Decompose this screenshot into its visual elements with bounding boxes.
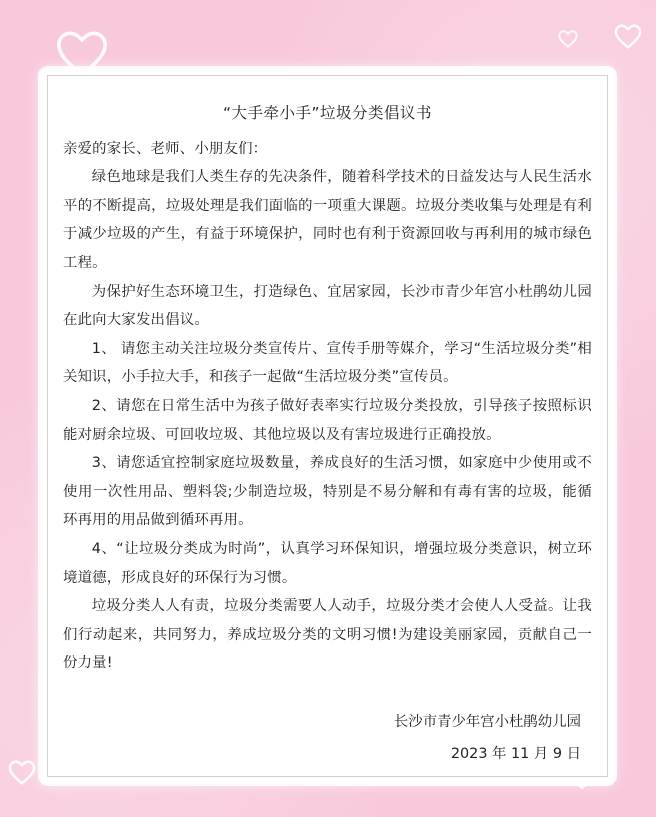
paragraph-initiative: 为保护好生态环境卫生，打造绿色、宜居家园，长沙市青少年宫小杜鹃幼儿园在此向大家发出倡议。 bbox=[63, 283, 592, 329]
heart-icon-bottom-left bbox=[8, 760, 36, 785]
salutation: 亲爱的家长、老师、小朋友们： bbox=[63, 140, 268, 157]
paragraph-intro: 绿色地球是我们人类生存的先决条件，随着科学技术的日益发达与人民生活水平的不断提高，垃圾处理是我们面临的一项重大课题。垃圾分类收集与处理是有利于减少垃圾的产生，有益于环境保护，同时也有利于资源回收与再利用的城市绿色工程。 bbox=[63, 169, 592, 271]
heart-outline-icon bbox=[614, 24, 642, 49]
document-frame bbox=[47, 75, 608, 777]
heart-outline-icon bbox=[8, 760, 36, 785]
paragraph-item-4: 4、“让垃圾分类成为时尚”，认真学习环保知识，增强垃圾分类意识，树立环境道德，形成良好的环保行为习惯。 bbox=[63, 540, 592, 586]
heart-outline-icon bbox=[558, 30, 578, 48]
paragraph-item-1: 1、 请您主动关注垃圾分类宣传片、宣传手册等媒介，学习“生活垃圾分类”相关知识，小手拉大手，和孩子一起做“生活垃圾分类”宣传员。 bbox=[63, 340, 592, 386]
document-title: “大手牵小手”垃圾分类倡议书 bbox=[222, 104, 433, 122]
signature-date: 2023 年 11 月 9 日 bbox=[450, 746, 581, 762]
paragraph-closing: 垃圾分类人人有责，垃圾分类需要人人动手，垃圾分类才会使人人受益。让我们行动起来，共同努力，养成垃圾分类的文明习惯!为建设美丽家园，贡献自己一份力量! bbox=[63, 598, 592, 672]
paragraph-item-2: 2、请您在日常生活中为孩子做好表率实行垃圾分类投放，引导孩子按照标识能对厨余垃圾、可回收垃圾、其他垃圾以及有害垃圾进行正确投放。 bbox=[63, 397, 592, 443]
signature-organization: 长沙市青少年宫小杜鹃幼儿园 bbox=[393, 714, 581, 730]
document-paper bbox=[40, 68, 615, 784]
heart-icon-top-right-small bbox=[558, 30, 578, 48]
heart-icon-top-right bbox=[614, 24, 642, 49]
paragraph-item-3: 3、请您适宜控制家庭垃圾数量，养成良好的生活习惯，如家庭中少使用或不使用一次性用品、塑料袋;少制造垃圾，特别是不易分解和有毒有害的垃圾，能循环再用的用品做到循环再用。 bbox=[63, 455, 592, 529]
document-body bbox=[63, 99, 592, 678]
